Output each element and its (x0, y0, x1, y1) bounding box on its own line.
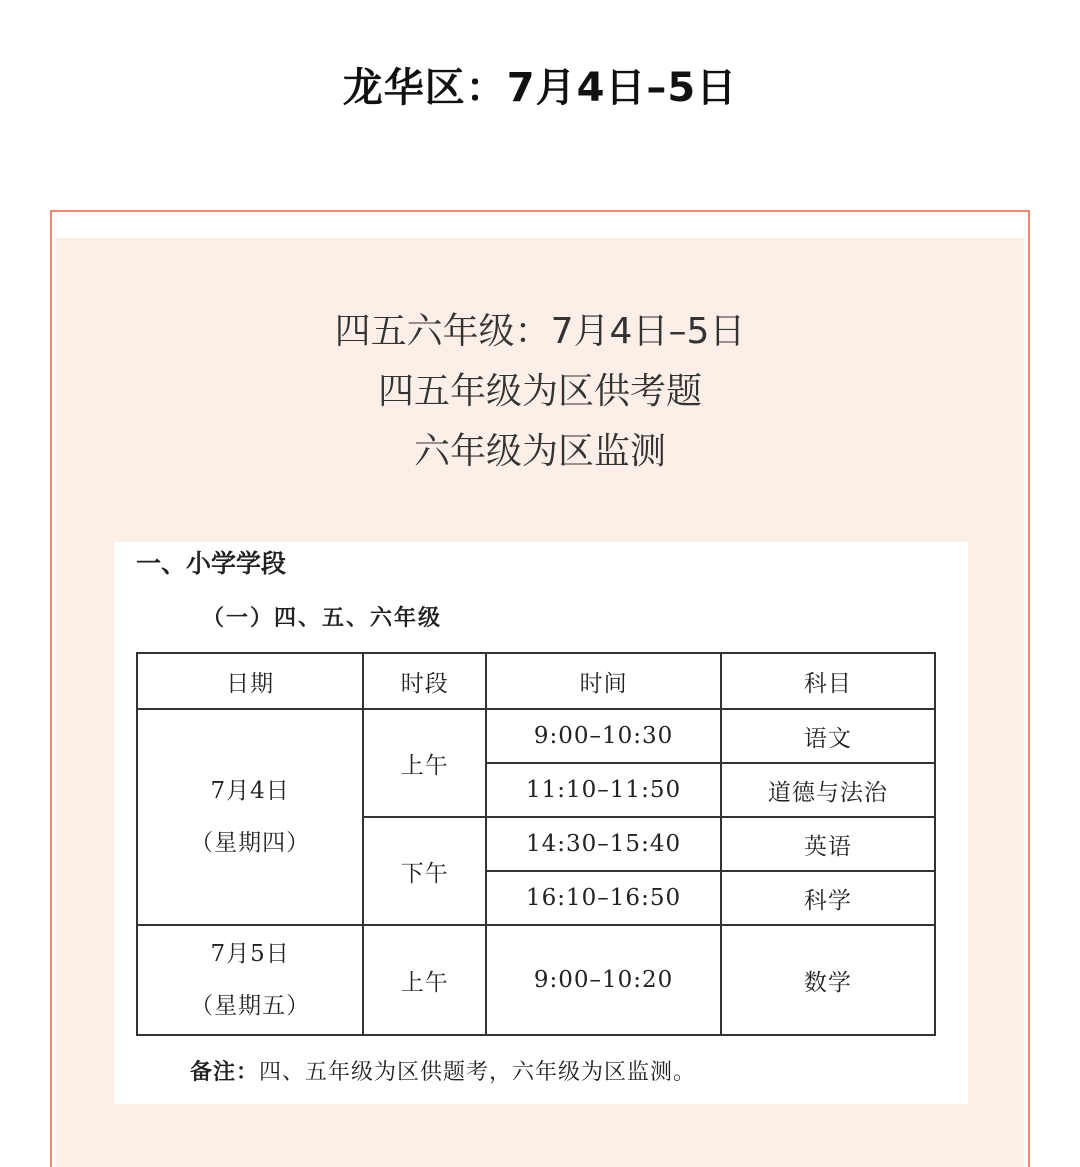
header-subject: 科目 (721, 653, 935, 709)
note-text: 四、五年级为区供题考，六年级为区监测。 (259, 1060, 697, 1085)
intro-text (56, 302, 1024, 482)
note-label: 备注： (190, 1059, 260, 1085)
period-afternoon-day1: 下午 (363, 817, 486, 925)
time-cell: 16:10–16:50 (486, 871, 721, 925)
header-period: 时段 (363, 653, 486, 709)
sub-heading: （一）四、五、六年级 (202, 605, 443, 631)
page-title: 龙华区：7月4日–5日 (342, 65, 738, 111)
subject-cell: 英语 (721, 817, 935, 871)
time-cell: 9:00–10:30 (486, 709, 721, 763)
intro-line-1: 四五六年级：7月4日–5日 (334, 311, 746, 352)
period-morning-day1: 上午 (363, 709, 486, 817)
weekday-day1: （星期四） (190, 830, 311, 856)
exam-schedule-table (136, 652, 936, 1036)
content-panel (50, 210, 1030, 1167)
subject-cell: 科学 (721, 871, 935, 925)
date-day1: 7月4日 (210, 778, 290, 804)
date-cell-day1 (137, 709, 363, 925)
period-morning-day2: 上午 (363, 925, 486, 1035)
subject-cell: 道德与法治 (721, 763, 935, 817)
time-cell: 11:10–11:50 (486, 763, 721, 817)
subject-cell: 数学 (721, 925, 935, 1035)
note (190, 1054, 696, 1091)
table-header-row (137, 653, 935, 709)
subject-cell: 语文 (721, 709, 935, 763)
date-cell-day2 (137, 925, 363, 1035)
table-row (137, 925, 935, 1035)
document-image (114, 542, 968, 1104)
intro-line-3: 六年级为区监测 (413, 431, 666, 472)
weekday-day2: （星期五） (190, 993, 311, 1019)
content-panel-background (56, 238, 1024, 1167)
section-heading: 一、小学学段 (136, 549, 287, 578)
header-time: 时间 (486, 653, 721, 709)
intro-line-2: 四五年级为区供考题 (377, 371, 702, 412)
header-date: 日期 (137, 653, 363, 709)
date-day2: 7月5日 (210, 941, 290, 967)
time-cell: 14:30–15:40 (486, 817, 721, 871)
time-cell: 9:00–10:20 (486, 925, 721, 1035)
table-row (137, 709, 935, 763)
